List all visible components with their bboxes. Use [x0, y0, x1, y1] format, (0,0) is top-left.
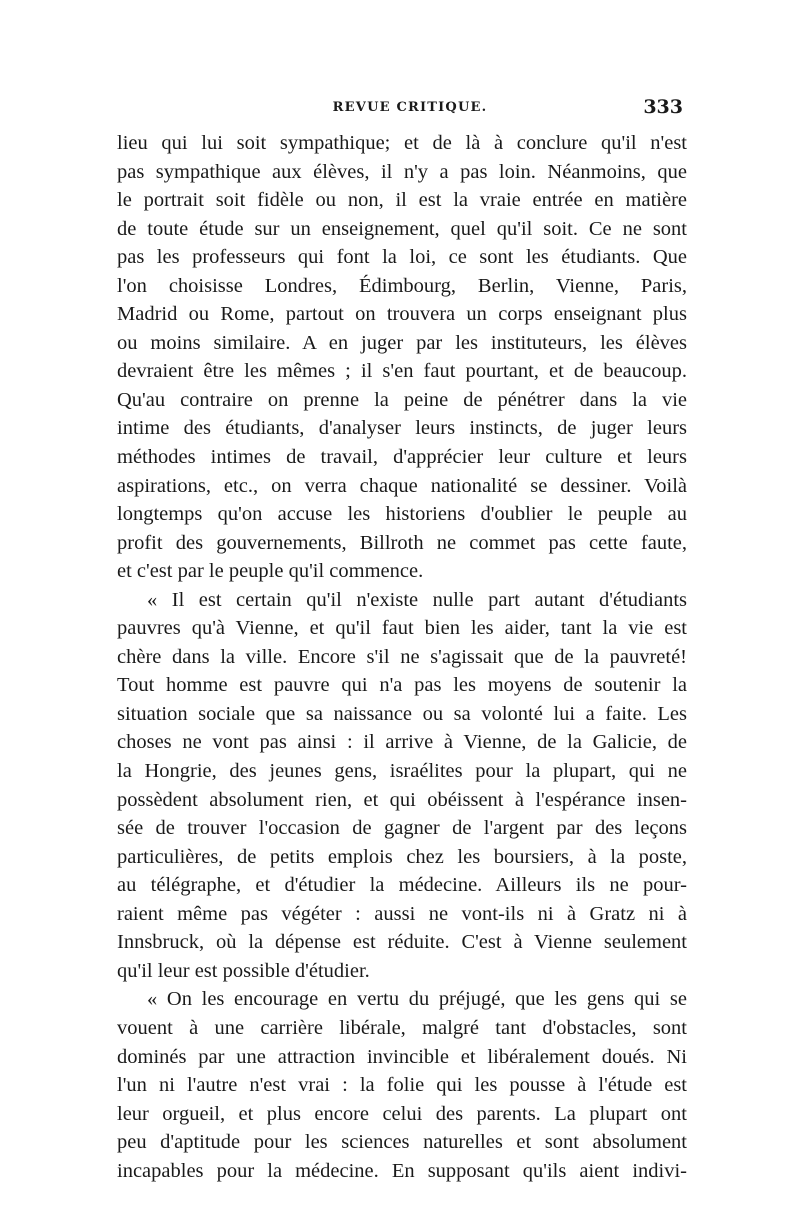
text-line: méthodes intimes de travail, d'apprécier leur culture et leurs — [117, 446, 687, 469]
text-line: la Hongrie, des jeunes gens, israélites pour la plupart, qui ne — [117, 760, 687, 783]
text-line: profit des gouvernements, Billroth ne commet pas cette faute, — [117, 531, 687, 554]
text-line: pas les professeurs qui font la loi, ce sont les étudiants. Que — [117, 246, 687, 269]
text-line: choses ne vont pas ainsi : il arrive à Vienne, de la Galicie, de — [117, 731, 687, 754]
text-line: « On les encourage en vertu du préjugé, que les gens qui se — [147, 988, 687, 1011]
text-line: vouent à une carrière libérale, malgré tant d'obstacles, sont — [117, 1016, 687, 1039]
text-line: le portrait soit fidèle ou non, il est la vraie entrée en matière — [117, 189, 687, 212]
text-line: l'un ni l'autre n'est vrai : la folie qui les pousse à l'étude est — [117, 1074, 687, 1097]
text-line: raient même pas végéter : aussi ne vont-ils ni à Gratz ni à — [117, 902, 687, 925]
text-line: et c'est par le peuple qu'il commence. — [117, 560, 424, 583]
text-line: sée de trouver l'occasion de gagner de l'argent par des leçons — [117, 817, 687, 840]
text-line: possèdent absolument rien, et qui obéissent à l'espérance insen- — [117, 788, 687, 811]
text-line: « Il est certain qu'il n'existe nulle part autant d'étudiants — [147, 588, 687, 611]
running-head — [115, 96, 685, 122]
text-line: de toute étude sur un enseignement, quel qu'il soit. Ce ne sont — [117, 217, 687, 240]
text-line: longtemps qu'on accuse les historiens d'oublier le peuple au — [117, 503, 687, 526]
text-line: incapables pour la médecine. En supposant qu'ils aient indivi- — [117, 1159, 687, 1182]
text-line: leur orgueil, et plus encore celui des parents. La plupart ont — [117, 1102, 687, 1125]
text-line: l'on choisisse Londres, Édimbourg, Berlin, Vienne, Paris, — [117, 274, 687, 297]
running-head-title: REVUE CRITIQUE. — [332, 100, 488, 115]
text-line: Madrid ou Rome, partout on trouvera un corps enseignant plus — [117, 303, 687, 326]
text-line: lieu qui lui soit sympathique; et de là à conclure qu'il n'est — [117, 132, 687, 154]
text-line: particulières, de petits emplois chez les boursiers, à la poste, — [117, 845, 687, 868]
text-line: Tout homme est pauvre qui n'a pas les moyens de soutenir la — [117, 674, 687, 697]
text-line: qu'il leur est possible d'étudier. — [117, 959, 370, 982]
text-line: Innsbruck, où la dépense est réduite. C'est à Vienne seulement — [117, 931, 687, 954]
body-text — [117, 129, 687, 1185]
text-line: pas sympathique aux élèves, il n'y a pas loin. Néanmoins, que — [117, 160, 687, 183]
text-line: intime des étudiants, d'analyser leurs instincts, de juger leurs — [117, 417, 687, 440]
text-line: pauvres qu'à Vienne, et qu'il faut bien les aider, tant la vie est — [117, 617, 687, 640]
text-line: Qu'au contraire on prenne la peine de pénétrer dans la vie — [117, 388, 687, 411]
text-line: dominés par une attraction invincible et libéralement doués. Ni — [117, 1045, 687, 1068]
text-line: devraient être les mêmes ; il s'en faut pourtant, et de beaucoup. — [117, 360, 687, 383]
page-number: 333 — [643, 96, 683, 118]
text-line: au télégraphe, et d'étudier la médecine. Ailleurs ils ne pour- — [117, 874, 687, 897]
text-line: peu d'aptitude pour les sciences naturelles et sont absolument — [117, 1131, 687, 1154]
text-line: chère dans la ville. Encore s'il ne s'agissait que de la pauvreté! — [117, 645, 687, 668]
text-line: situation sociale que sa naissance ou sa volonté lui a faite. Les — [117, 702, 687, 725]
text-line: aspirations, etc., on verra chaque nationalité se dessiner. Voilà — [117, 474, 687, 497]
text-line: ou moins similaire. A en juger par les instituteurs, les élèves — [117, 331, 687, 354]
